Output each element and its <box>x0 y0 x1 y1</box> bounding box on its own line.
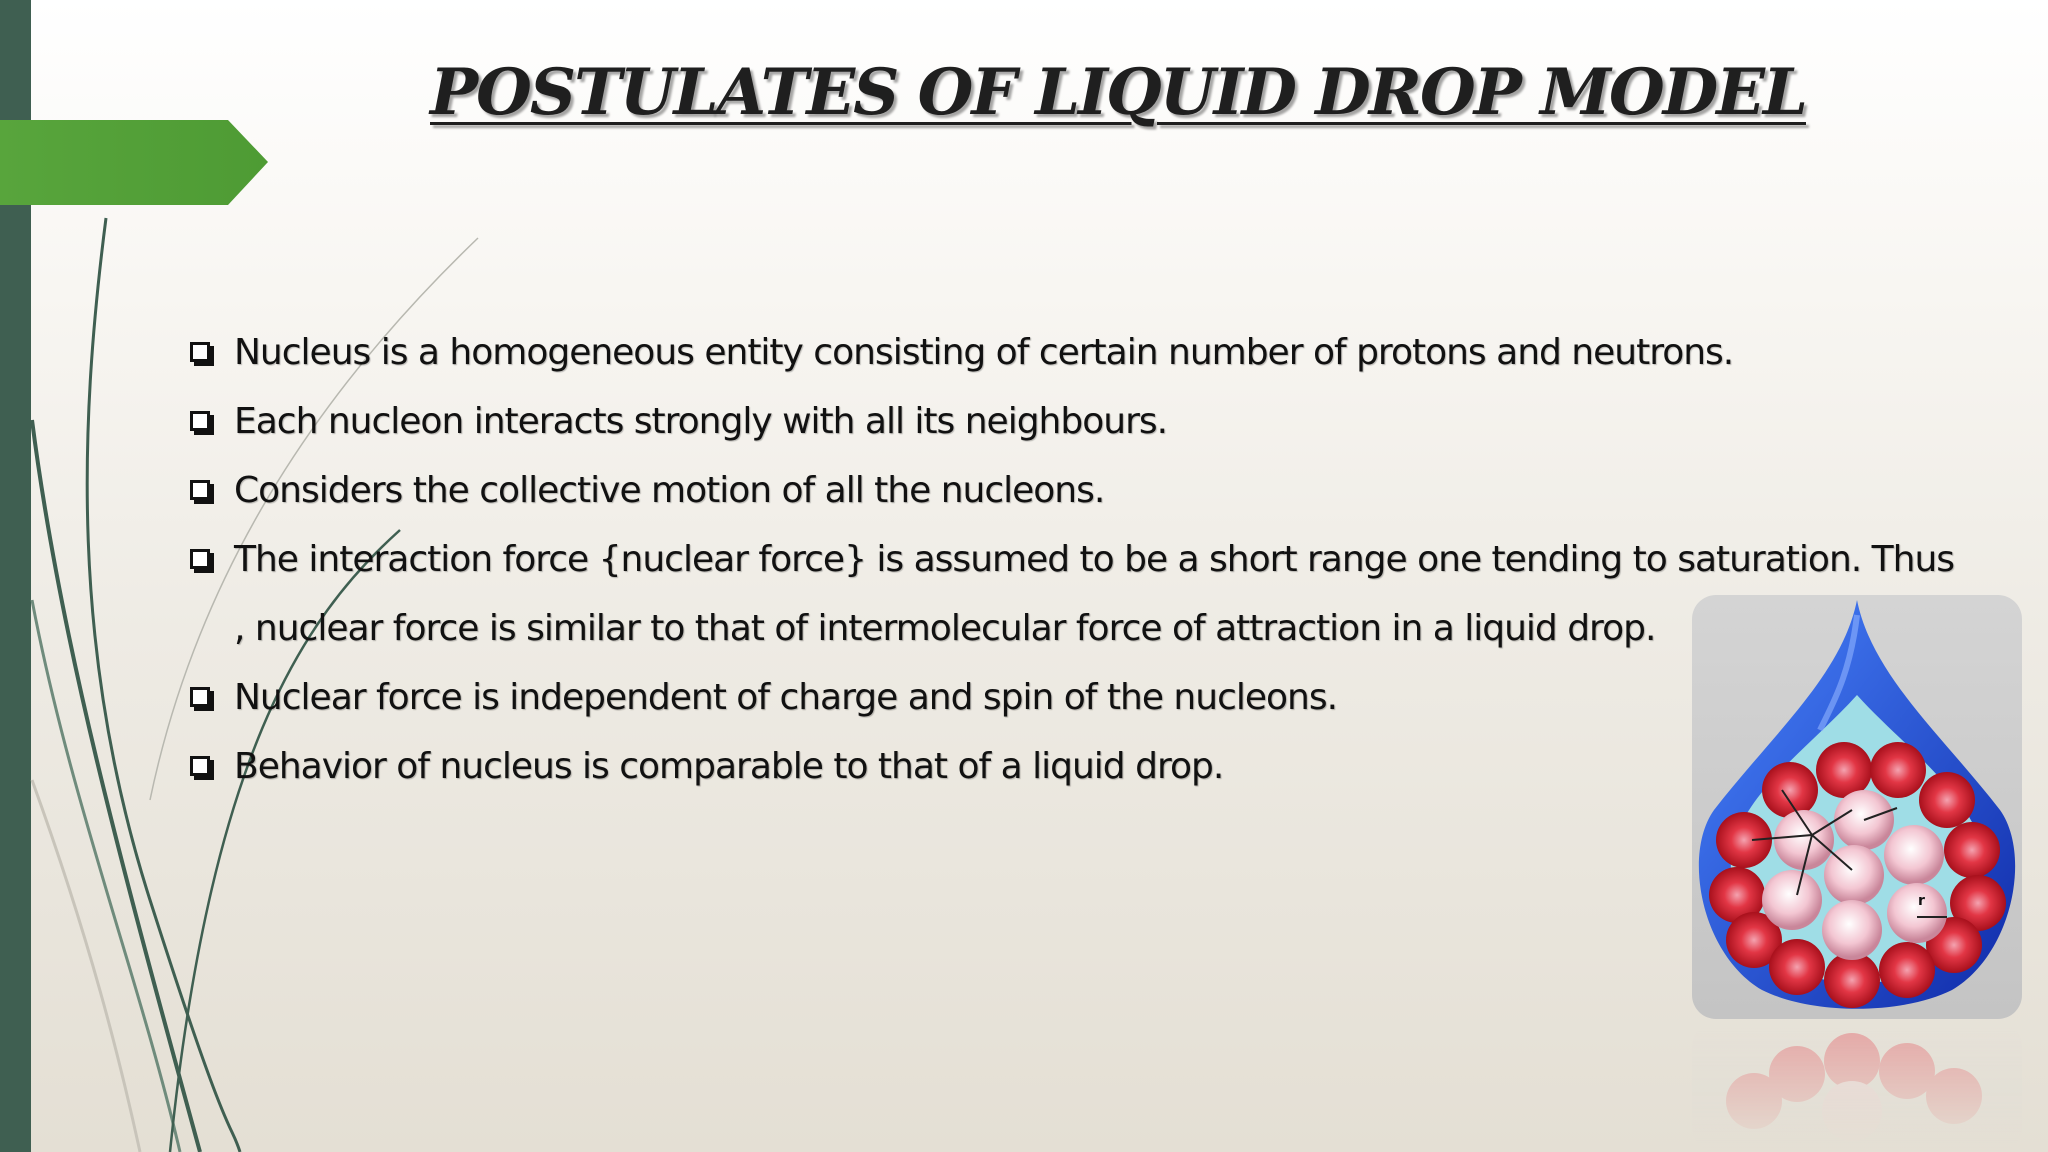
bullet-text: Nucleus is a homogeneous entity consisting of certain number of protons and neutrons. <box>234 332 1734 373</box>
arrow-tab <box>0 120 268 205</box>
bullet-item <box>186 318 1986 387</box>
bullet-text: The interaction force {nuclear force} is assumed to be a short range one tending to saturation. Thus , nuclear force is similar to that of intermolecular force of attraction in a liquid drop. <box>234 539 1955 649</box>
checkbox-square-icon <box>190 480 210 500</box>
radius-label: r <box>1918 893 1925 909</box>
drop-reflection <box>1692 1022 2022 1152</box>
drop-reflection-icon <box>1692 1022 2022 1152</box>
checkbox-square-icon <box>190 756 210 776</box>
bullet-item <box>186 387 1986 456</box>
bullet-text: Each nucleon interacts strongly with all its neighbours. <box>234 401 1168 442</box>
liquid-drop-figure <box>1692 595 2022 1019</box>
checkbox-square-icon <box>190 342 210 362</box>
checkbox-square-icon <box>190 687 210 707</box>
checkbox-square-icon <box>190 549 210 569</box>
checkbox-square-icon <box>190 411 210 431</box>
slide-title: POSTULATES OF LIQUID DROP MODEL <box>430 55 1806 130</box>
bullet-text: Nuclear force is independent of charge and spin of the nucleons. <box>234 677 1338 718</box>
liquid-drop-nucleus-icon <box>1692 595 2022 1019</box>
bullet-item <box>186 456 1986 525</box>
bullet-text: Behavior of nucleus is comparable to that of a liquid drop. <box>234 746 1224 787</box>
bullet-text: Considers the collective motion of all the nucleons. <box>234 470 1105 511</box>
